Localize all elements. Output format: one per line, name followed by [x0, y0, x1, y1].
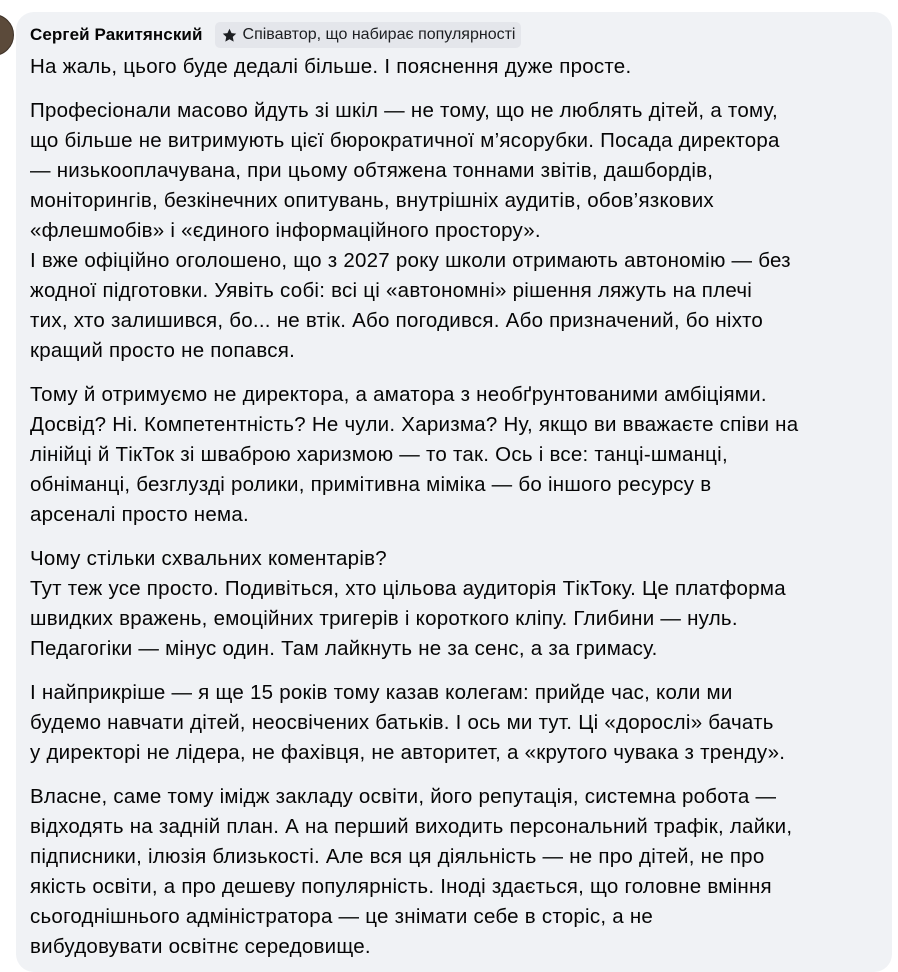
- comment-text-line: кращий просто не попався.: [30, 339, 296, 362]
- comment-text-line: у директорі не лідера, не фахівця, не авторитет, а «крутого чувака з тренду».: [30, 741, 786, 764]
- comment-paragraph: [30, 52, 878, 82]
- comment-text-line: арсеналі просто нема.: [30, 503, 249, 526]
- comment-text-line: На жаль, цього буде дедалі більше. І пояснення дуже просте.: [30, 55, 632, 78]
- comment-text-line: підписники, ілюзія близькості. Але вся ця діяльність — не про дітей, не про: [30, 845, 765, 868]
- comment-text-line: моніторингів, безкінечних опитувань, внутрішніх аудитів, обов’язкових: [30, 189, 714, 212]
- comment-paragraph: [30, 380, 878, 530]
- comment-text-line: Власне, саме тому імідж закладу освіти, його репутація, системна робота —: [30, 785, 777, 808]
- comment-text-line: лінійці й ТікТок зі шваброю харизмою — то так. Ось і все: танці-шманці,: [30, 443, 728, 466]
- comment-text-line: Професіонали масово йдуть зі шкіл — не тому, що не люблять дітей, а тому,: [30, 99, 778, 122]
- comment-text-line: обніманці, безглузді ролики, примітивна міміка — бо іншого ресурсу в: [30, 473, 712, 496]
- comment-text-line: відходять на задній план. А на перший виходить персональний трафік, лайки,: [30, 815, 793, 838]
- comment-paragraph: [30, 96, 878, 366]
- comment-text-line: що більше не витримують цієї бюрократичної м’ясорубки. Посада директора: [30, 129, 780, 152]
- author-name[interactable]: Сергей Ракитянский: [30, 25, 203, 44]
- contributor-badge[interactable]: [215, 22, 522, 48]
- star-icon: [221, 27, 238, 44]
- comment-header: [30, 20, 878, 50]
- comment-paragraph: [30, 678, 878, 768]
- comment-paragraph: [30, 782, 878, 962]
- comment-text-line: «флешмобів» і «єдиного інформаційного простору».: [30, 219, 541, 242]
- comment-text-line: Тому й отримуємо не директора, а аматора з необґрунтованими амбіціями.: [30, 383, 767, 406]
- comment-text-line: швидких вражень, емоційних тригерів і короткого кліпу. Глибини — нуль.: [30, 607, 738, 630]
- comment-text-line: тих, хто залишився, бо... не втік. Або погодився. Або призначений, бо ніхто: [30, 309, 764, 332]
- comment-paragraph: [30, 544, 878, 664]
- comment-bubble: [16, 12, 892, 972]
- comment-text-line: якість освіти, а про дешеву популярність. Іноді здається, що головне вміння: [30, 875, 772, 898]
- comment-text-line: Педагогіки — мінус один. Там лайкнуть не за сенс, а за гримасу.: [30, 637, 658, 660]
- comment-text-line: сьогоднішнього адміністратора — це знімати себе в сторіс, а не: [30, 905, 654, 928]
- comment-text-line: будемо навчати дітей, неосвічених батьків. І ось ми тут. Ці «дорослі» бачать: [30, 711, 774, 734]
- comment-text-line: Чому стільки схвальних коментарів?: [30, 547, 387, 570]
- avatar[interactable]: [0, 14, 14, 56]
- comment-text-line: — низькооплачувана, при цьому обтяжена тоннами звітів, дашбордів,: [30, 159, 714, 182]
- comment-text-line: вибудовувати освітнє середовище.: [30, 935, 371, 958]
- badge-label: Співавтор, що набирає популярності: [242, 26, 516, 43]
- comment-body: [30, 52, 878, 962]
- comment-text-line: І вже офіційно оголошено, що з 2027 року школи отримають автономію — без: [30, 249, 791, 272]
- comment-text-line: Досвід? Ні. Компетентність? Не чули. Харизма? Ну, якщо ви вважаєте співи на: [30, 413, 799, 436]
- comment-text-line: жодної підготовки. Уявіть собі: всі ці «автономні» рішення ляжуть на плечі: [30, 279, 753, 302]
- comment-text-line: Тут теж усе просто. Подивіться, хто цільова аудиторія ТікТоку. Це платформа: [30, 577, 786, 600]
- comment-text-line: І найприкріше — я ще 15 років тому казав колегам: прийде час, коли ми: [30, 681, 733, 704]
